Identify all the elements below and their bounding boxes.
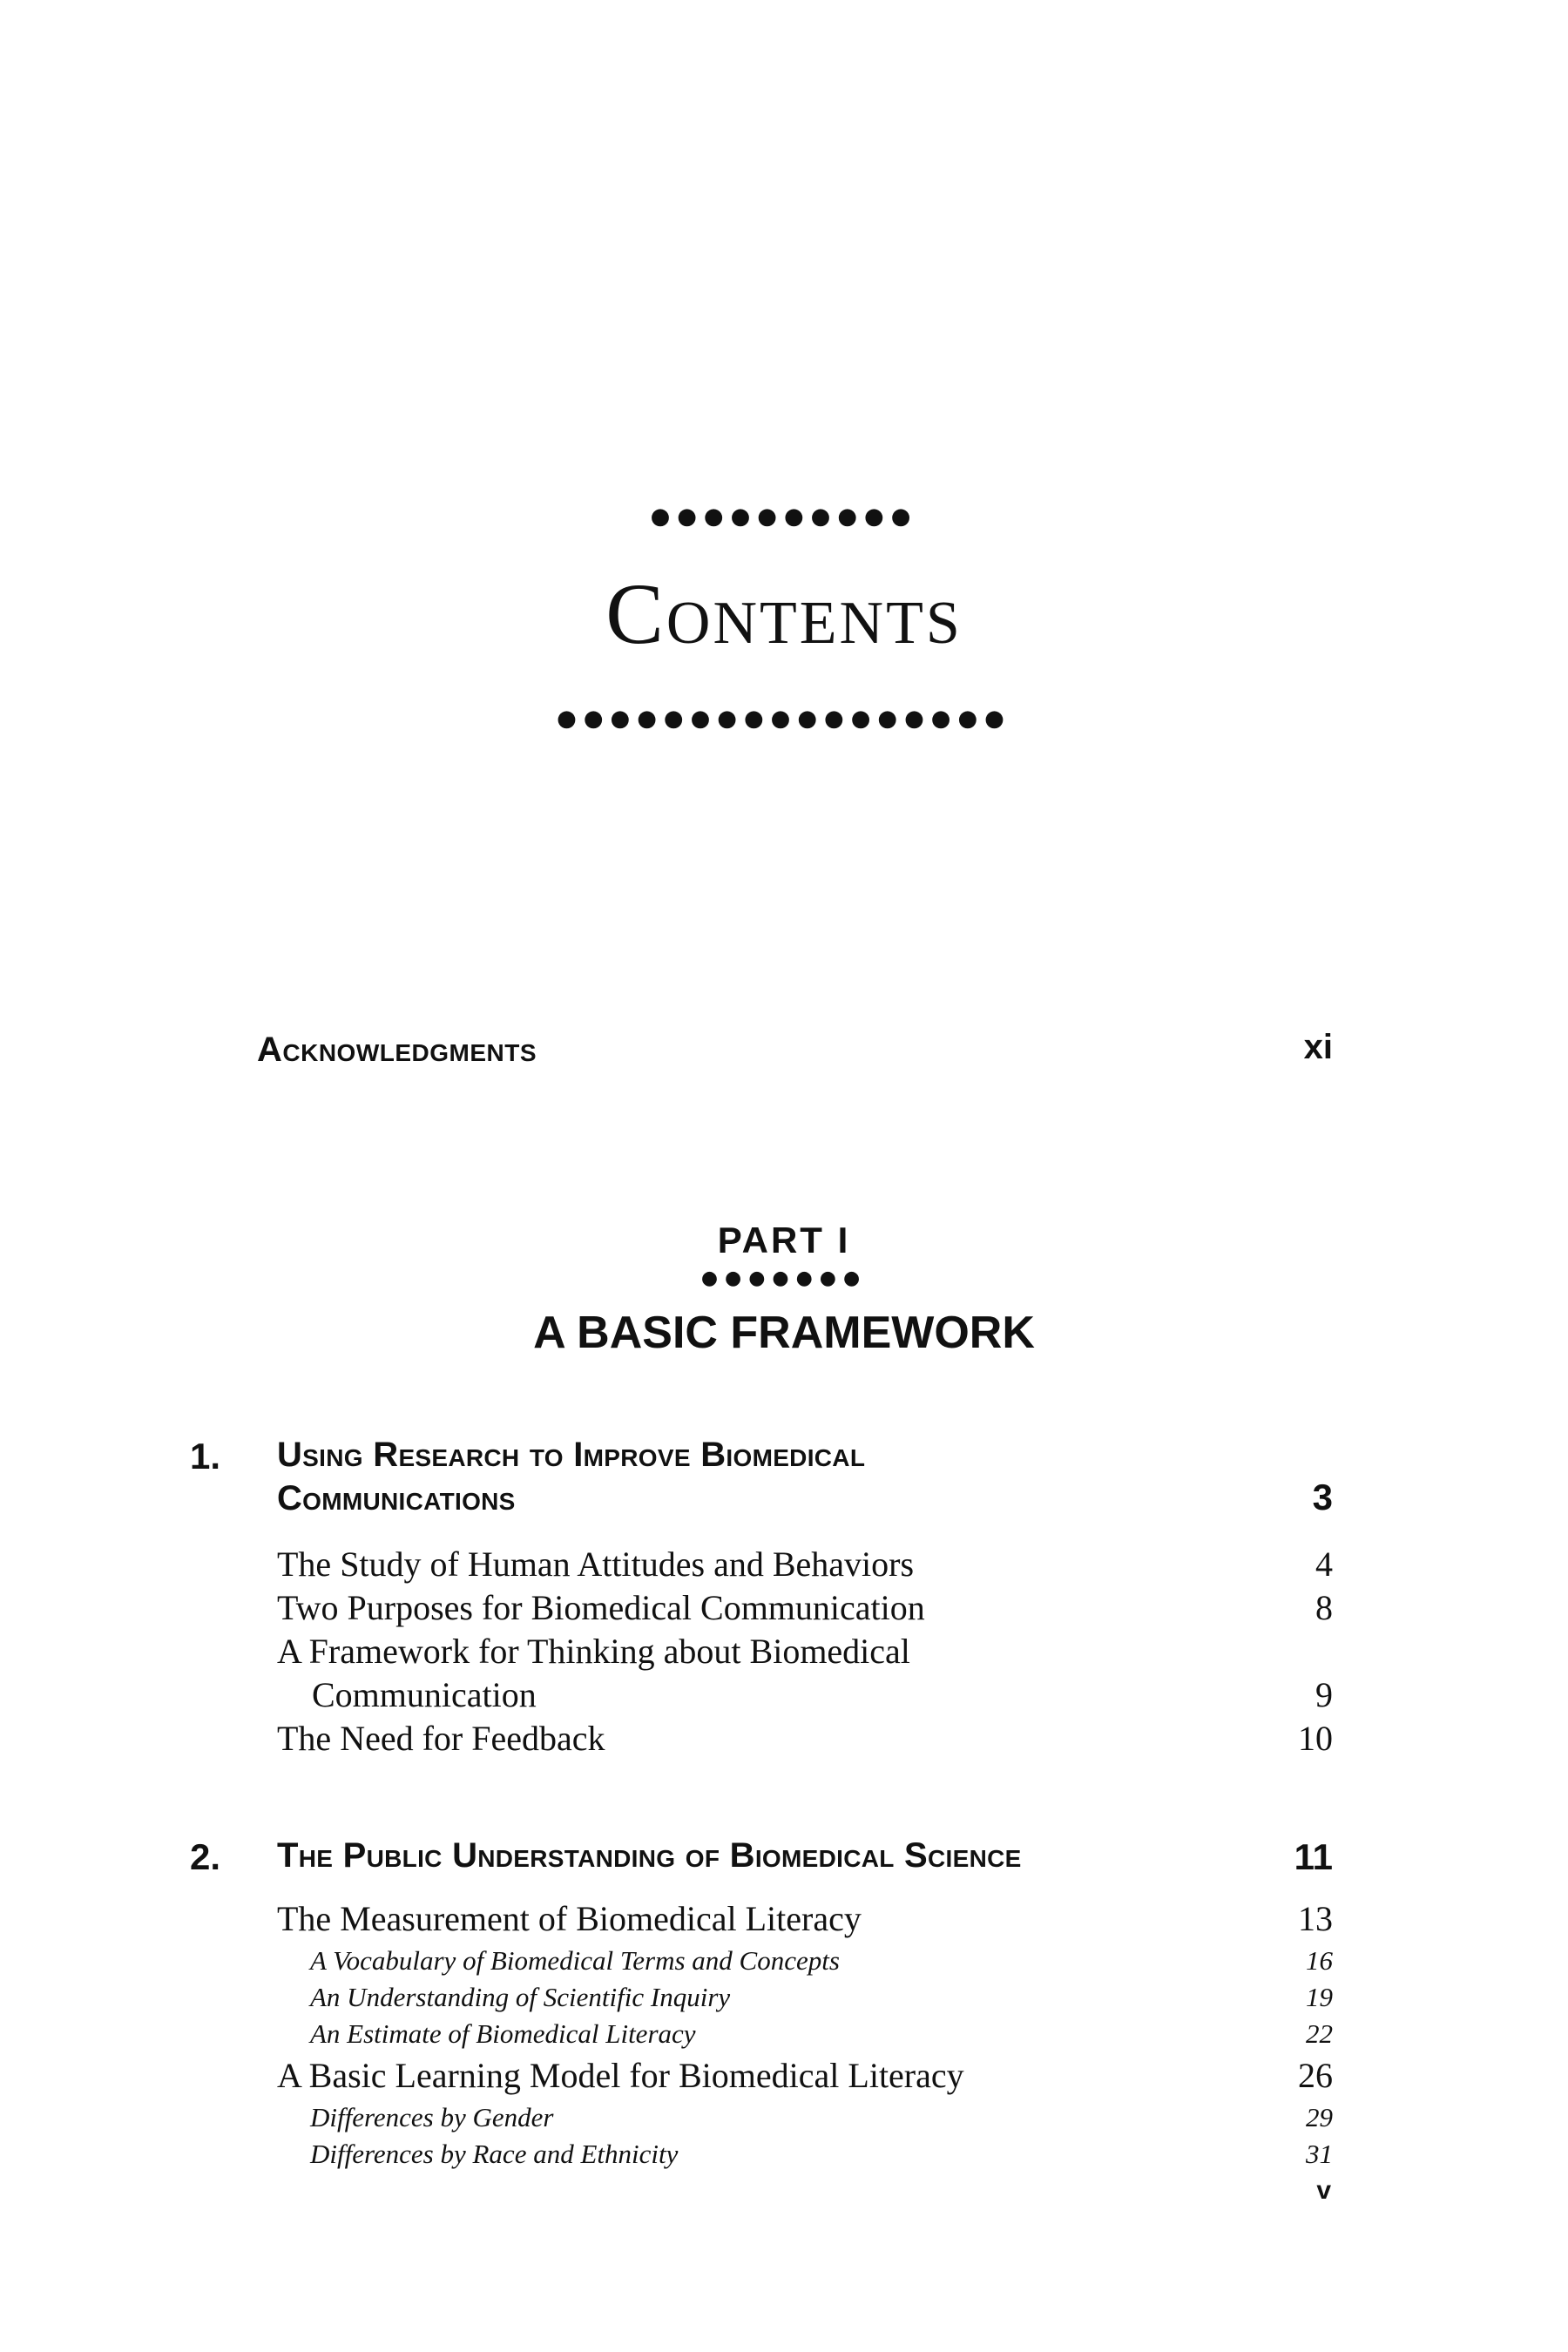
chapter-number: 1.: [190, 1436, 221, 1477]
toc-acknowledgments-label: Acknowledgments: [257, 1031, 537, 1069]
chapter-title: Using Research to Improve Biomedical: [277, 1436, 866, 1474]
chapter-number: 2.: [190, 1836, 221, 1877]
toc-entry: Two Purposes for Biomedical Communication: [277, 1588, 925, 1627]
toc-subentry-page: 22: [1306, 2018, 1333, 2049]
toc-entry: The Study of Human Attitudes and Behaviors: [277, 1544, 915, 1584]
toc-entry-continued: Communication: [312, 1675, 537, 1714]
toc-entry-page: 26: [1298, 2056, 1333, 2095]
toc-entry-page: 10: [1298, 1719, 1333, 1758]
page-title: Contents: [605, 565, 963, 662]
decorative-dots-bottom: ●●●●●●●●●●●●●●●●●: [557, 706, 1011, 732]
toc-entry: A Framework for Thinking about Biomedical: [277, 1632, 910, 1671]
part-decorative-dots: ●●●●●●●: [700, 1267, 868, 1289]
toc-entry-page: 8: [1315, 1588, 1333, 1627]
toc-entry: The Need for Feedback: [277, 1719, 605, 1758]
page-folio: v: [1316, 2176, 1331, 2205]
toc-entry: The Measurement of Biomedical Literacy: [277, 1899, 862, 1938]
toc-subentry: An Estimate of Biomedical Literacy: [310, 2018, 696, 2049]
toc-subentry: Differences by Race and Ethnicity: [310, 2139, 679, 2169]
toc-acknowledgments-page: xi: [1303, 1028, 1333, 1066]
chapter-title: The Public Understanding of Biomedical Science: [277, 1836, 1022, 1875]
toc-entry-page: 4: [1315, 1544, 1333, 1584]
toc-subentry-page: 31: [1306, 2139, 1333, 2169]
chapter-title-continued: Communications: [277, 1479, 516, 1517]
toc-subentry-page: 19: [1306, 1982, 1333, 2012]
toc-subentry-page: 29: [1306, 2102, 1333, 2132]
chapter-page: 11: [1294, 1836, 1333, 1877]
decorative-dots-top: ●●●●●●●●●●: [650, 504, 918, 530]
chapter-page: 3: [1312, 1477, 1333, 1517]
toc-subentry: An Understanding of Scientific Inquiry: [310, 1982, 731, 2012]
part-label: PART I: [717, 1220, 851, 1260]
toc-subentry: Differences by Gender: [310, 2102, 554, 2132]
toc-entry-page: 9: [1315, 1675, 1333, 1714]
part-title: A BASIC FRAMEWORK: [533, 1308, 1035, 1358]
toc-subentry-page: 16: [1306, 1945, 1333, 1976]
toc-entry: A Basic Learning Model for Biomedical Literacy: [277, 2056, 964, 2095]
toc-entry-page: 13: [1298, 1899, 1333, 1938]
toc-subentry: A Vocabulary of Biomedical Terms and Concepts: [310, 1945, 840, 1976]
